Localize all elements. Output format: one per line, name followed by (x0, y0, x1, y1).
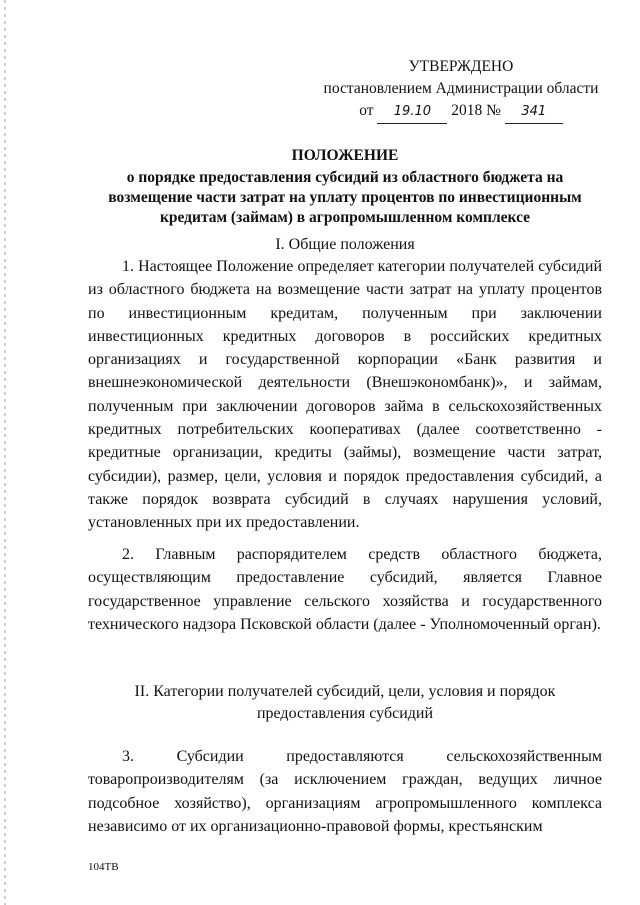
paragraph-3: 3. Субсидии предоставляются сельскохозяйственным товаропроизводителям (за исключением граждан, ведущих личное подсобное хозяйство), организациям агропромышленного комплекса независимо от их организационно-правовой формы, крестьянским (88, 748, 602, 835)
section-2-heading-line1: II. Категории получателей субсидий, цели, условия и порядок (134, 683, 556, 700)
title-main: ПОЛОЖЕНИЕ (291, 147, 399, 164)
section-2-heading-line2: предоставления субсидий (256, 705, 434, 722)
footer-code: 104ТВ (88, 861, 119, 873)
year-number-label: 2018 № (451, 102, 501, 119)
approval-line: постановлением Администрации области (323, 80, 599, 97)
title-sub: о порядке предоставления субсидий из областного бюджета на возмещение части затрат на уплату процентов по инвестиционным кредитам (займам) в агропромышленном комплексе (108, 169, 582, 226)
section-1-heading: I. Общие положения (275, 236, 415, 253)
handwritten-date: 19.10 (377, 101, 447, 124)
handwritten-number: 341 (505, 101, 563, 124)
approval-date-line (316, 100, 606, 124)
approval-heading: УТВЕРЖДЕНО (408, 58, 514, 75)
approval-stamp (316, 56, 606, 124)
document-title (90, 146, 600, 228)
date-prefix: от (359, 102, 374, 119)
paragraph-2: 2. Главным распорядителем средств областного бюджета, осуществляющим предоставление субсидий, является Главное государственное управление сельского хозяйства и государственного технического надзора Псковской области (далее - Уполномоченный орган). (88, 546, 602, 633)
paragraph-1: 1. Настоящее Положение определяет категории получателей субсидий из областного бюджета на возмещение части затрат на уплату процентов по инвестиционным кредитам, полученным при заключении инвестиционных кредитных договоров в российских кредитных организациях и государственной корпорации «Банк развития и внешнеэкономической деятельности (Внешэкономбанк)», и займам, полученным при заключении договоров займа в сельскохозяйственных кредитных потребительских кооперативах (далее соответственно - кредитные организации, кредиты (займы), возмещение части затрат, субсидии), размер, цели, условия и порядок предоставления субсидий, а также порядок возврата субсидий в случаях нарушения условий, установленных при их предоставлении. (88, 258, 602, 532)
scan-edge (4, 0, 6, 905)
